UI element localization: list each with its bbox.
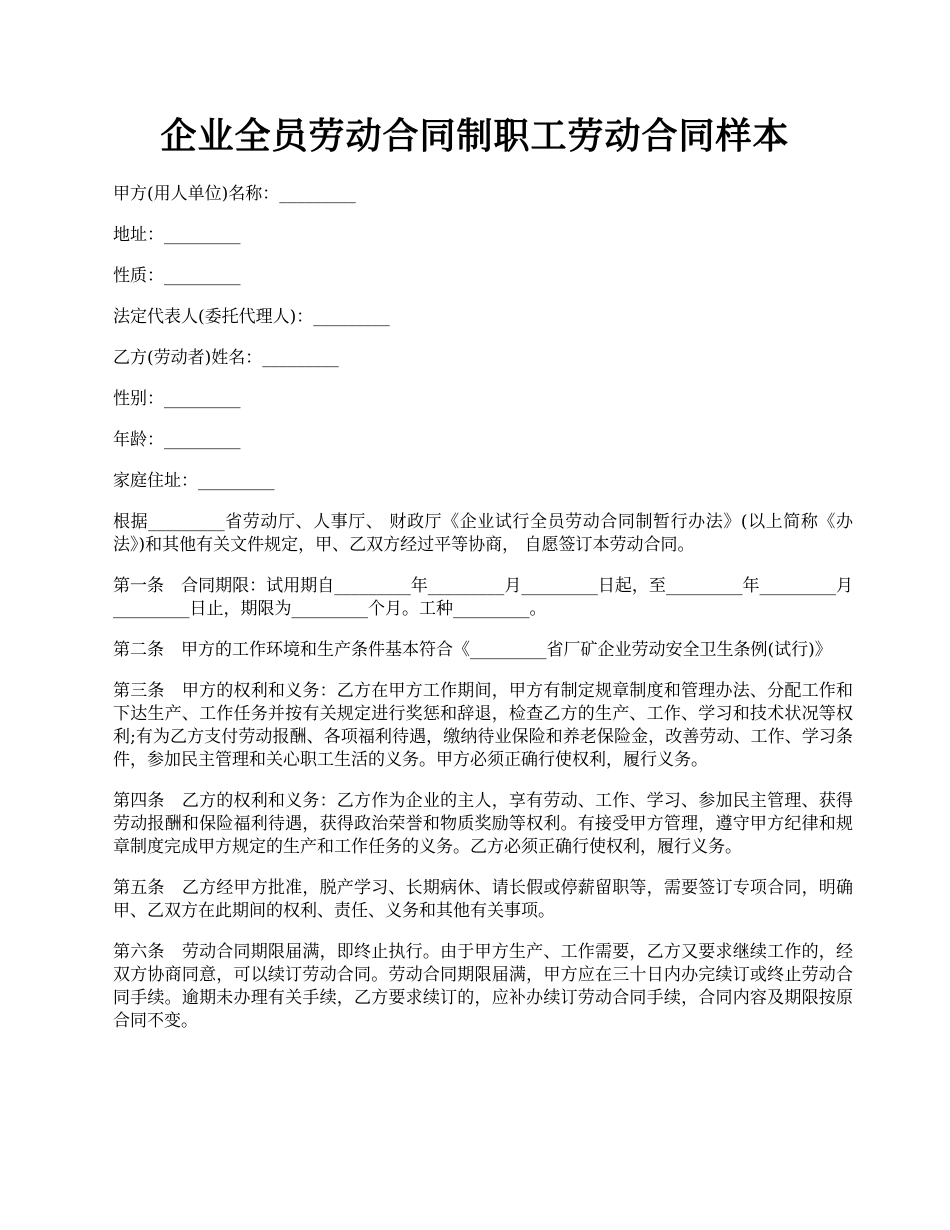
field-employee-name: 乙方(劳动者)姓名：_________ bbox=[113, 348, 339, 368]
document-title: 企业全员劳动合同制职工劳动合同样本 bbox=[160, 115, 790, 157]
paragraph-article-1: 第一条 合同期限：试用期自_________年_________月_________日起，至_________年_________月_________日止，期限为_________个月。工种_________。 bbox=[113, 576, 853, 619]
paragraph-article-6: 第六条 劳动合同期限届满，即终止执行。由于甲方生产、工作需要，乙方又要求继续工作的，经双方协商同意，可以续订劳动合同。劳动合同期限届满，甲方应在三十日内办完续订或终止劳动合同手续。逾期未办理有关手续，乙方要求续订的，应补办续订劳动合同手续，合同内容及期限按原合同不变。 bbox=[113, 942, 853, 1031]
paragraph-preamble: 根据_________省劳动厅、人事厅、 财政厅《企业试行全员劳动合同制暂行办法》(以上简称《办法》)和其他有关文件规定，甲、乙双方经过平等协商， 自愿签订本劳动合同。 bbox=[113, 512, 853, 555]
paragraph-article-5: 第五条 乙方经甲方批准，脱产学习、长期病休、请长假或停薪留职等，需要签订专项合同，明确甲、乙双方在此期间的权利、责任、义务和其他有关事项。 bbox=[113, 878, 853, 921]
field-legal-representative: 法定代表人(委托代理人)：_________ bbox=[113, 307, 390, 327]
paragraph-article-3: 第三条 甲方的权利和义务：乙方在甲方工作期间，甲方有制定规章制度和管理办法、分配工作和下达生产、工作任务并按有关规定进行奖惩和辞退，检查乙方的生产、工作、学习和技术状况等权利;有为乙方支付劳动报酬、各项福利待遇，缴纳待业保险和养老保险金，改善劳动、工作、学习条件，参加民主管理和关心职工生活的义务。甲方必须正确行使权利，履行义务。 bbox=[113, 681, 853, 770]
field-home-address: 家庭住址：_________ bbox=[113, 471, 275, 491]
field-employer-name: 甲方(用人单位)名称：_________ bbox=[113, 184, 356, 204]
contract-body bbox=[113, 511, 853, 1051]
field-age: 年龄：_________ bbox=[113, 430, 241, 450]
field-nature: 性质：_________ bbox=[113, 266, 241, 286]
field-address: 地址：_________ bbox=[113, 225, 241, 245]
paragraph-article-4: 第四条 乙方的权利和义务：乙方作为企业的主人，享有劳动、工作、学习、参加民主管理、获得劳动报酬和保险福利待遇，获得政治荣誉和物质奖励等权利。有接受甲方管理，遵守甲方纪律和规章制度完成甲方规定的生产和工作任务的义务。乙方必须正确行使权利，履行义务。 bbox=[113, 791, 853, 857]
field-gender: 性别：_________ bbox=[113, 389, 241, 409]
paragraph-article-2: 第二条 甲方的工作环境和生产条件基本符合《_________省厂矿企业劳动安全卫生条例(试行)》 bbox=[113, 640, 832, 660]
party-info-fields bbox=[113, 183, 853, 511]
